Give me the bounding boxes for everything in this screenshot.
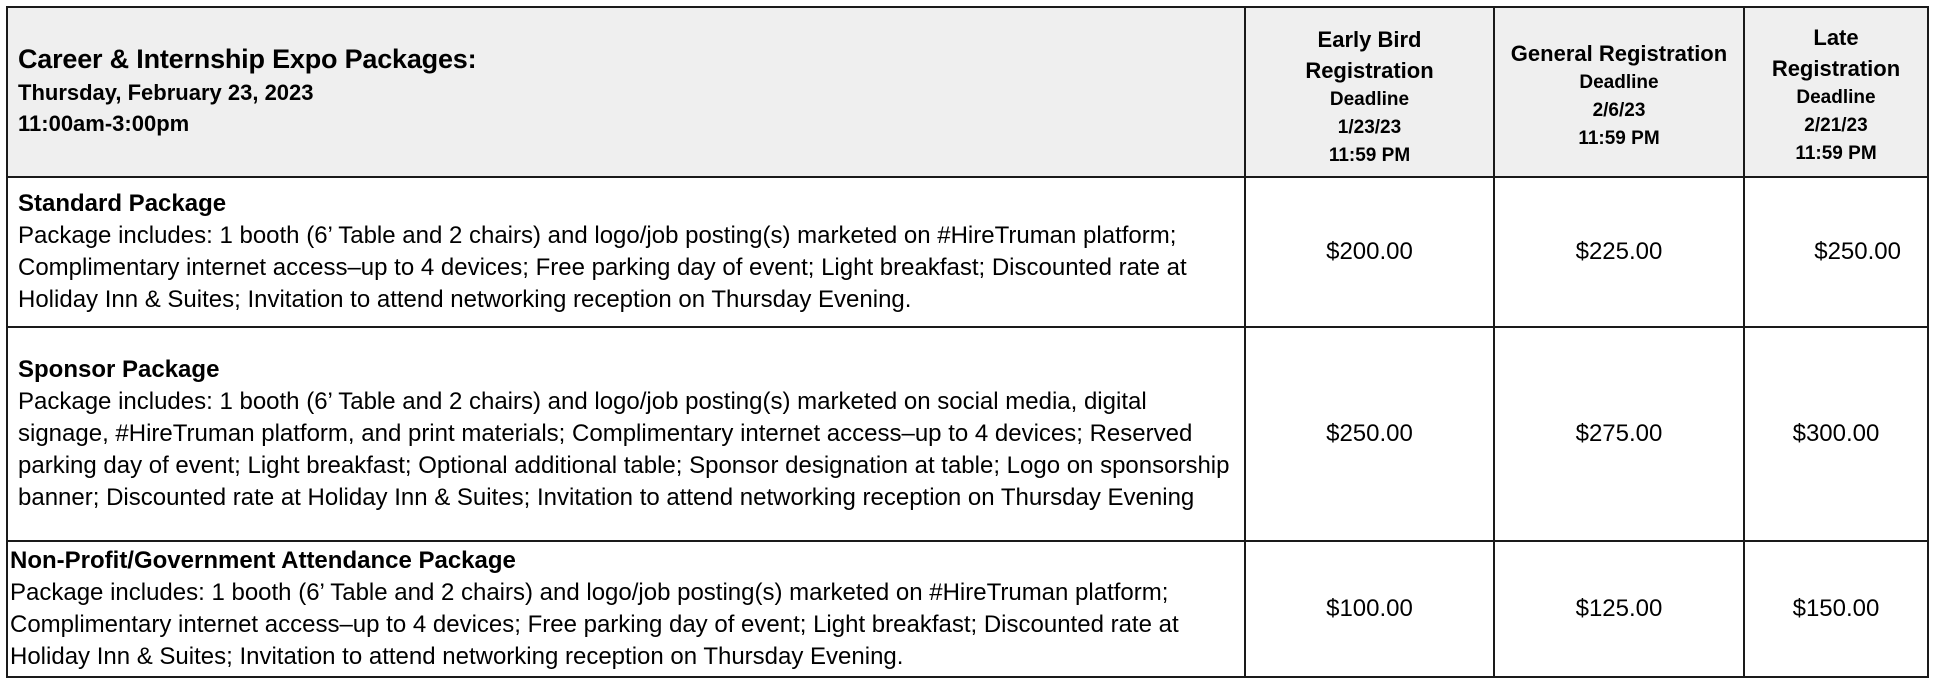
price-late: $300.00: [1744, 327, 1928, 541]
table-header-row: [7, 7, 1928, 177]
table-row: [7, 177, 1928, 327]
package-description-cell: [7, 327, 1245, 541]
package-description-cell: [7, 541, 1245, 677]
package-description-cell: [7, 177, 1245, 327]
column-header-general: General Registration Deadline 2/6/23 11:59 PM: [1494, 7, 1744, 177]
price-early-bird: $200.00: [1245, 177, 1494, 327]
event-date: Thursday, February 23, 2023: [18, 80, 314, 105]
package-name: Non-Profit/Government Attendance Package: [10, 547, 516, 574]
price-general: $275.00: [1494, 327, 1744, 541]
package-description: Package includes: 1 booth (6’ Table and 2 chairs) and logo/job posting(s) marketed on #HireTruman platform; Complimentary internet access–up to 4 devices; Free parking day of event; Light breakfast; Discounted rate at Holiday Inn & Suites; Invitation to attend networking reception on Thursday Evening.: [10, 579, 1179, 670]
column-header-early-bird: Early Bird Registration Deadline 1/23/23 11:59 PM: [1245, 7, 1494, 177]
price-general: $125.00: [1494, 541, 1744, 677]
package-name: Standard Package: [18, 190, 227, 217]
column-header-late: Late Registration Deadline 2/21/23 11:59 PM: [1744, 7, 1928, 177]
expo-packages-table: [6, 6, 1929, 678]
price-early-bird: $250.00: [1245, 327, 1494, 541]
package-name: Sponsor Package: [18, 356, 220, 383]
price-late: $150.00: [1744, 541, 1928, 677]
event-time: 11:00am-3:00pm: [18, 111, 190, 136]
page-title: Career & Internship Expo Packages:: [18, 44, 477, 74]
header-title-cell: [7, 7, 1245, 177]
table-row: [7, 327, 1928, 541]
package-description: Package includes: 1 booth (6’ Table and 2 chairs) and logo/job posting(s) marketed on #HireTruman platform; Complimentary internet access–up to 4 devices; Free parking day of event; Light breakfast; Discounted rate at Holiday Inn & Suites; Invitation to attend networking reception on Thursday Evening.: [18, 222, 1187, 313]
price-late: $250.00: [1744, 177, 1928, 327]
price-early-bird: $100.00: [1245, 541, 1494, 677]
table-row: [7, 541, 1928, 677]
package-description: Package includes: 1 booth (6’ Table and 2 chairs) and logo/job posting(s) marketed on social media, digital signage, #HireTruman platform, and print materials; Complimentary internet access–up to 4 devices; Reserved parking day of event; Light breakfast; Optional additional table; Sponsor designation at table; Logo on sponsorship banner; Discounted rate at Holiday Inn & Suites; Invitation to attend networking reception on Thursday Evening: [18, 388, 1230, 511]
price-general: $225.00: [1494, 177, 1744, 327]
